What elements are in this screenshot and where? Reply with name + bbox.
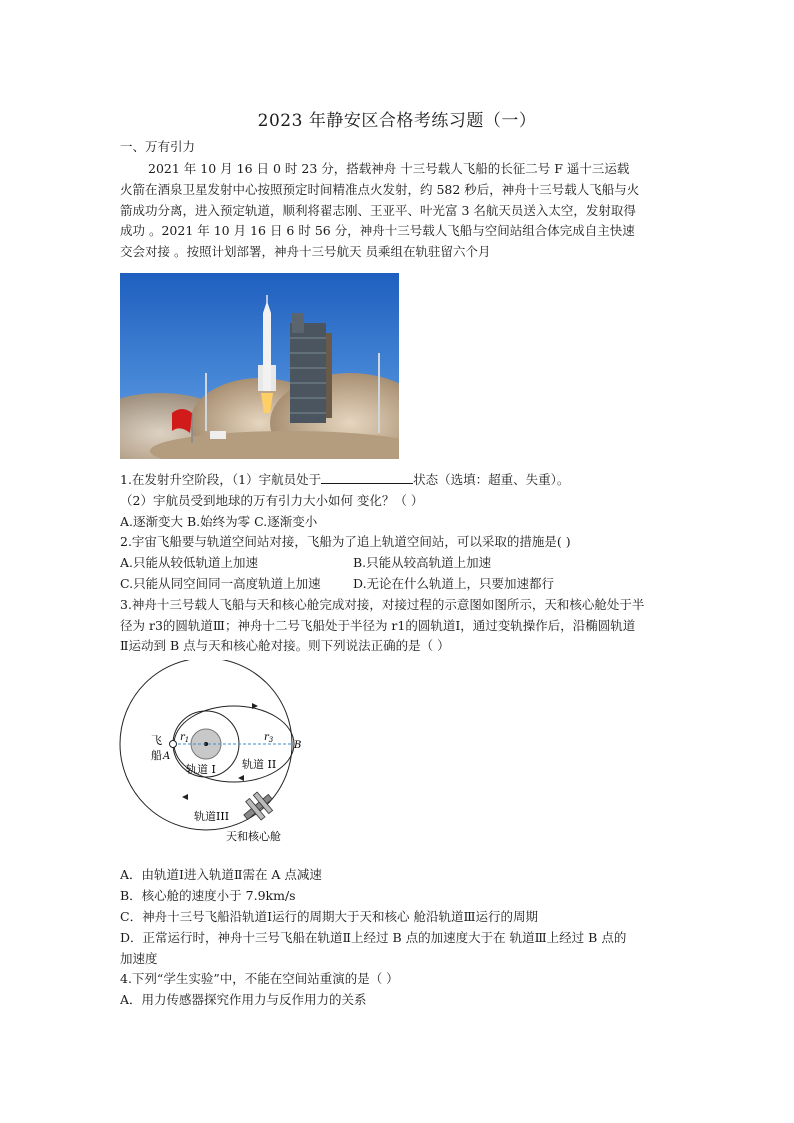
q3-option-b: B．核心舱的速度小于 7.9km/s xyxy=(120,888,296,903)
point-b-label: B xyxy=(294,740,302,751)
orbit-2-label: 轨道 II xyxy=(242,758,277,771)
q1-answer-blank[interactable] xyxy=(321,471,413,484)
passage-line: 火箭在酒泉卫星发射中心按照预定时间精准点火发射，约 582 秒后，神舟十三号载人飞船与火 xyxy=(120,182,640,197)
page-title: 2023 年静安区合格考练习题（一） xyxy=(257,111,537,131)
q2-option-b: B.只能从较高轨道上加速 xyxy=(353,555,492,570)
q2-option-a: A.只能从较低轨道上加速 xyxy=(120,555,259,570)
station-label: 天和核心舱 xyxy=(226,830,281,843)
passage-line: 成功 。2021 年 10 月 16 日 6 时 56 分，神舟十三号载人飞船与空间站组合体完成自主快速 xyxy=(120,223,635,238)
q1-text: 1.在发射升空阶段，（1）宇航员处于 xyxy=(120,472,322,487)
q3-option-d: D．正常运行时，神舟十三号飞船在轨道Ⅱ上经过 B 点的加速度大于在 轨道Ⅲ上经过 B 点的 xyxy=(120,930,627,945)
q3-stem-line: 3.神舟十三号载人飞船与天和核心舱完成对接，对接过程的示意图如图所示，天和核心舱处于半 xyxy=(120,597,645,612)
q4-option-a: A．用力传感器探究作用力与反作用力的关系 xyxy=(120,992,367,1007)
q2-stem: 2.宇宙飞船要与轨道空间站对接，飞船为了追上轨道空间站，可以采取的措施是( ) xyxy=(120,534,571,549)
spaceship-icon xyxy=(170,741,177,748)
r1-label: $r_1$ xyxy=(180,732,190,744)
q2-option-d: D.无论在什么轨道上，只要加速都行 xyxy=(353,576,555,591)
rocket-launch-photo xyxy=(120,273,399,459)
q3-option-d-cont: 加速度 xyxy=(120,951,158,966)
section-heading: 一、万有引力 xyxy=(120,139,196,154)
passage-line: 交会对接 。按照计划部署，神舟十三号航天 员乘组在轨驻留六个月 xyxy=(120,244,491,259)
passage-line: 2021 年 10 月 16 日 0 时 23 分，搭载神舟 十三号载人飞船的长征二号 F 遥十三运载 xyxy=(148,161,630,176)
point-a-label: A xyxy=(163,751,171,762)
passage-line: 箭成功分离，进入预定轨道，顺利将翟志刚、王亚平、叶光富 3 名航天员送入太空，发射取得 xyxy=(120,203,636,218)
q1-line2: （2）宇航员受到地球的万有引力大小如何 变化？（ ） xyxy=(120,493,424,508)
q1-options: A.逐渐变大 B.始终为零 C.逐渐变小 xyxy=(120,514,318,529)
ship-label: 船 xyxy=(151,749,162,762)
orbit-1-label: 轨道 I xyxy=(186,763,216,776)
r3-label: $r_3$ xyxy=(264,732,274,744)
q2-option-c: C.只能从同空间同一高度轨道上加速 xyxy=(120,576,321,591)
q3-stem-line: 径为 r3的圆轨道Ⅲ；神舟十二号飞船处于半径为 r1的圆轨道Ⅰ，通过变轨操作后，沿椭圆轨道 xyxy=(120,618,636,633)
q3-stem-line: Ⅱ运动到 B 点与天和核心舱对接。则下列说法正确的是（ ） xyxy=(120,638,450,653)
orbit-diagram xyxy=(118,660,318,850)
orbit-3-label: 轨道III xyxy=(194,810,230,823)
ship-label: 飞 xyxy=(151,734,162,747)
q1-line1 xyxy=(120,471,569,489)
q3-option-c: C．神舟十三号飞船沿轨道Ⅰ运行的周期大于天和核心 舱沿轨道Ⅲ运行的周期 xyxy=(120,909,539,924)
q1-text: 状态（选填：超重、失重）。 xyxy=(413,472,570,487)
q4-stem: 4.下列“学生实验”中，不能在空间站重演的是（ ） xyxy=(120,971,399,986)
q3-option-a: A．由轨道Ⅰ进入轨道Ⅱ需在 A 点减速 xyxy=(120,867,322,882)
